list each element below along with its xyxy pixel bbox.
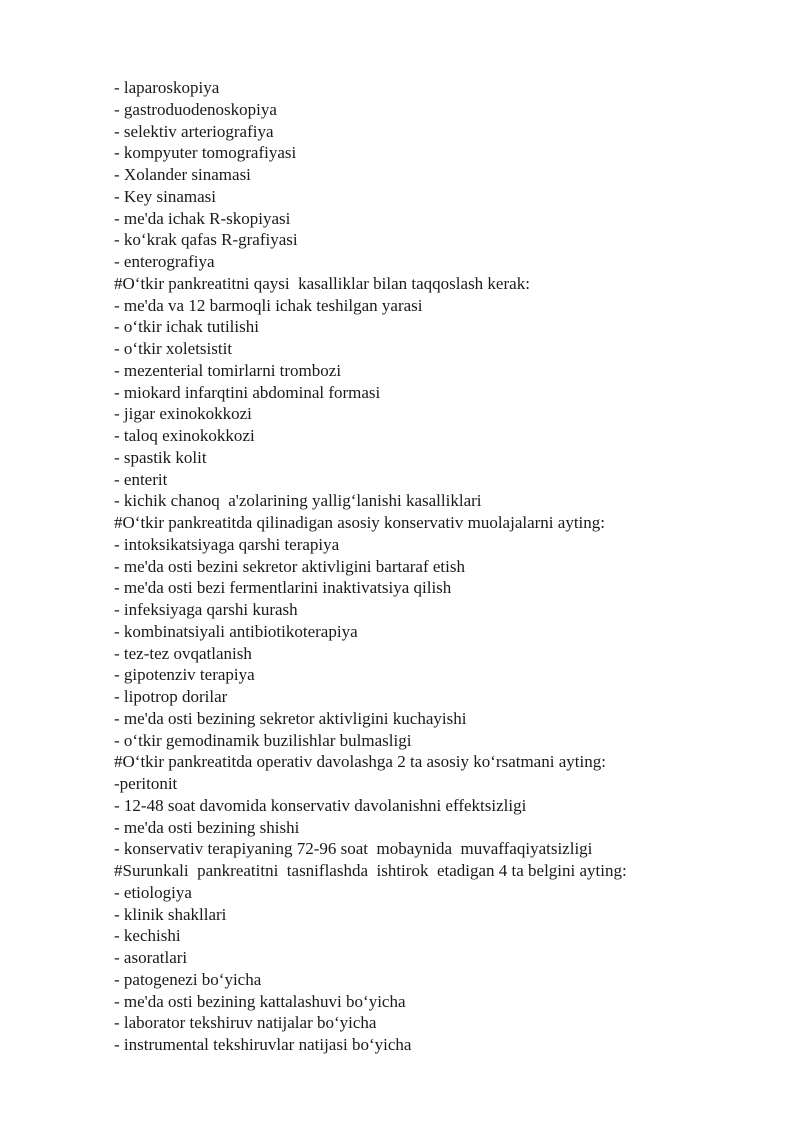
list-item: - spastik kolit xyxy=(114,447,207,467)
list-item: - Key sinamasi xyxy=(114,186,216,206)
list-item: - mezenterial tomirlarni trombozi xyxy=(114,360,342,380)
list-item: - me'da va 12 barmoqli ichak teshilgan yarasi xyxy=(114,295,423,315)
list-item: - me'da osti bezini sekretor aktivligini bartaraf etish xyxy=(114,556,465,576)
list-item: - etiologiya xyxy=(114,882,192,902)
list-item: - instrumental tekshiruvlar natijasi bo‘yicha xyxy=(114,1035,412,1054)
list-item: - ko‘krak qafas R-grafiyasi xyxy=(114,230,298,250)
list-item: - kombinatsiyali antibiotikoterapiya xyxy=(114,621,358,641)
list-item: - infeksiyaga qarshi kurash xyxy=(114,600,298,619)
list-item: - laborator tekshiruv natijalar bo‘yicha xyxy=(114,1013,377,1033)
question-heading: #O‘tkir pankreatitni qaysi kasalliklar bilan taqqoslash kerak: xyxy=(114,273,530,293)
list-item: - intoksikatsiyaga qarshi terapiya xyxy=(114,534,340,554)
question-heading: #O‘tkir pankreatitda operativ davolashga 2 ta asosiy ko‘rsatmani ayting: xyxy=(114,752,606,772)
list-item: - laparoskopiya xyxy=(114,78,220,97)
list-item: - asoratlari xyxy=(114,948,188,967)
document-body xyxy=(114,77,754,1056)
list-item: - tez-tez ovqatlanish xyxy=(114,643,252,663)
list-item: - kechishi xyxy=(114,926,181,946)
list-item: - Xolander sinamasi xyxy=(114,165,251,184)
list-item: - me'da osti bezining sekretor aktivligini kuchayishi xyxy=(114,708,467,728)
list-item: - jigar exinokokkozi xyxy=(114,404,252,424)
list-item: - patogenezi bo‘yicha xyxy=(114,969,262,989)
list-item: - selektiv arteriografiya xyxy=(114,121,274,141)
list-item: - konservativ terapiyaning 72-96 soat mobaynida muvaffaqiyatsizligi xyxy=(114,839,593,859)
question-heading: #Surunkali pankreatitni tasniflashda ishtirok etadigan 4 ta belgini ayting: xyxy=(114,861,627,880)
list-item: - me'da osti bezining shishi xyxy=(114,817,300,837)
list-item: - gipotenziv terapiya xyxy=(114,665,255,685)
list-item: - miokard infarqtini abdominal formasi xyxy=(114,382,381,402)
question-heading: #O‘tkir pankreatitda qilinadigan asosiy konservativ muolajalarni ayting: xyxy=(114,513,605,532)
list-item: -peritonit xyxy=(114,774,178,793)
list-item: - taloq exinokokkozi xyxy=(114,426,255,445)
list-item: - enterografiya xyxy=(114,252,215,271)
list-item: - gastroduodenoskopiya xyxy=(114,99,277,119)
list-item: - enterit xyxy=(114,469,168,489)
list-item: - kompyuter tomografiyasi xyxy=(114,143,297,163)
list-item: - 12-48 soat davomida konservativ davolanishni effektsizligi xyxy=(114,795,527,815)
list-item: - o‘tkir xoletsistit xyxy=(114,339,233,358)
list-item: - o‘tkir ichak tutilishi xyxy=(114,317,259,337)
list-item: - me'da osti bezining kattalashuvi bo‘yicha xyxy=(114,991,406,1011)
list-item: - o‘tkir gemodinamik buzilishlar bulmasligi xyxy=(114,730,412,750)
list-item: - me'da ichak R-skopiyasi xyxy=(114,208,291,228)
list-item: - klinik shakllari xyxy=(114,904,227,924)
list-item: - lipotrop dorilar xyxy=(114,687,228,706)
list-item: - kichik chanoq a'zolarining yallig‘lanishi kasalliklari xyxy=(114,491,482,511)
list-item: - me'da osti bezi fermentlarini inaktivatsiya qilish xyxy=(114,578,452,598)
